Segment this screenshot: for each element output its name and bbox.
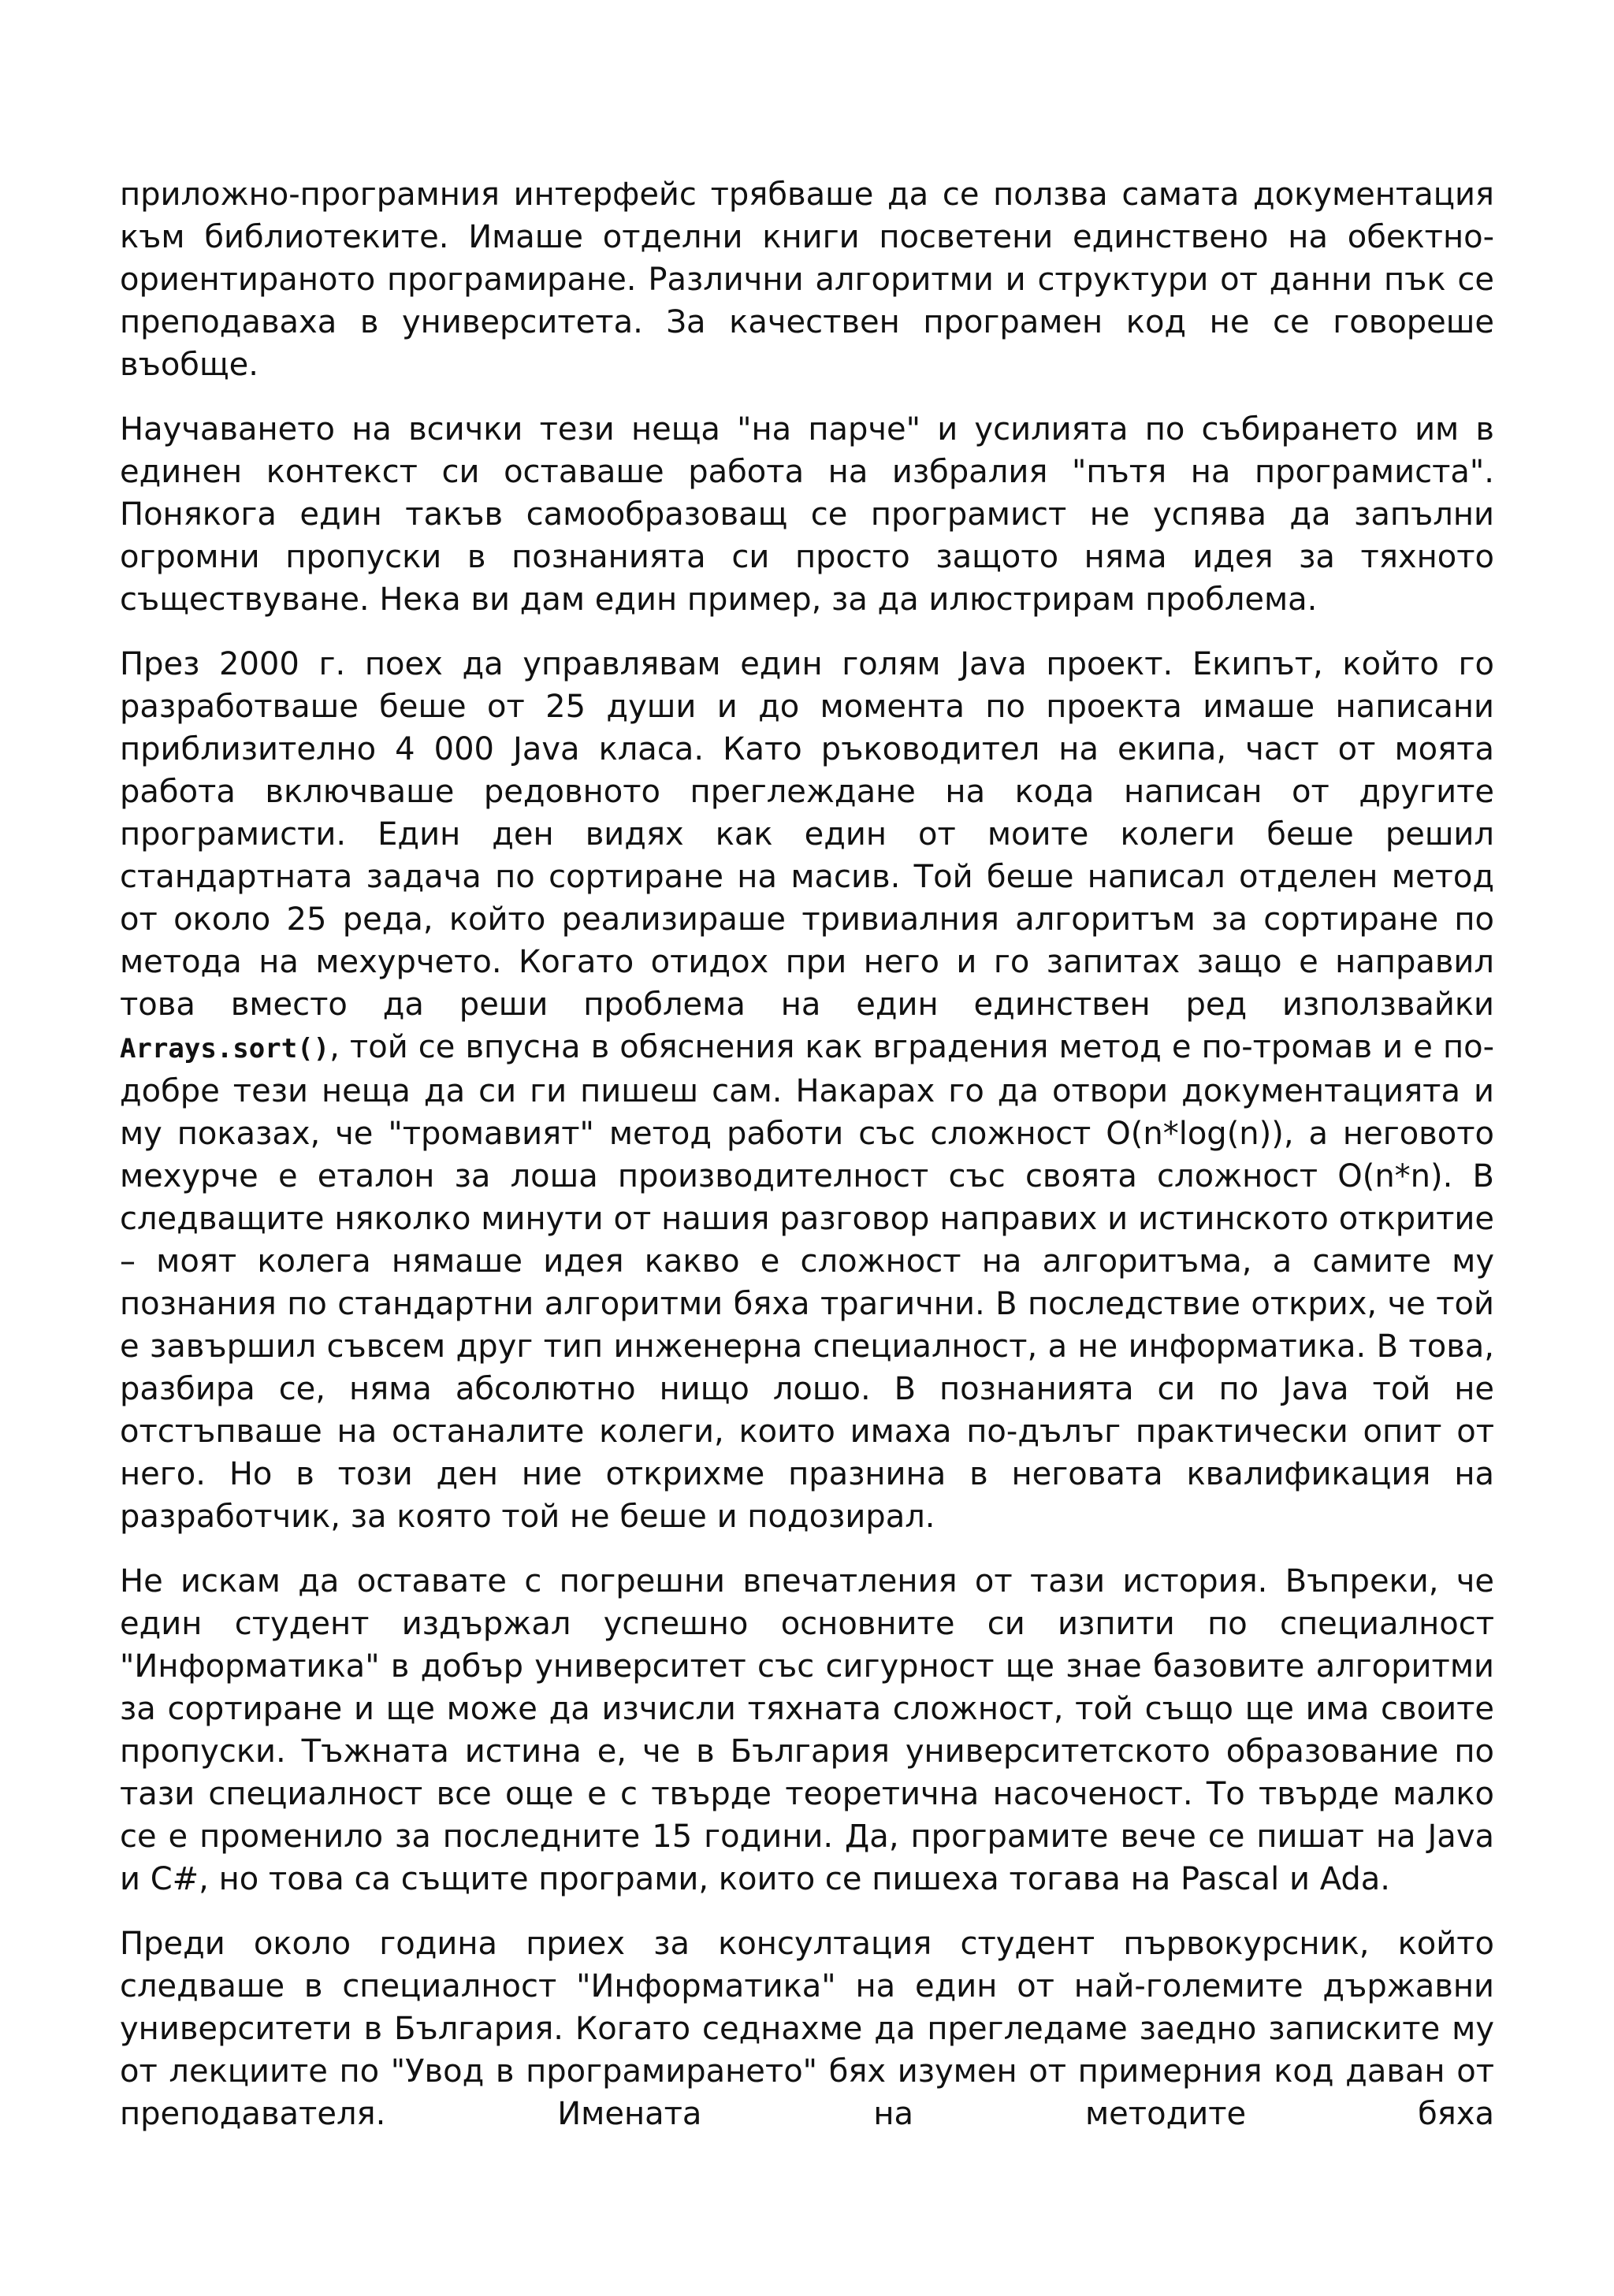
paragraph-3-text-before: През 2000 г. поех да управлявам един голям Java проект. Екипът, който го разработваше беше от 25 души и до момента по проекта имаше написани приблизително 4 000 Java класа. Като ръководител на екипа, част от моята работа включваше редовното преглеждане на кода написан от другите програмисти. Един ден видях как един от моите колеги беше решил стандартната задача по сортиране на масив. Той беше написал отделен метод от около 25 реда, който реализираше тривиалния алгоритъм за сортиране по метода на мехурчето. Когато отидох при него и го запитах защо е направил това вместо да реши проблема на един единствен ред използвайки	[120, 646, 1494, 1023]
paragraph-4-text: Не искам да оставате с погрешни впечатления от тази история. Въпреки, че един студент издържал успешно основните си изпити по специалност "Информатика" в добър университет със сигурност ще знае базовите алгоритми за сортиране и ще може да изчисли тяхната сложност, той също ще има своите пропуски. Тъжната истина е, че в България университетското образование по тази специалност все още е с твърде теоретична насоченост. То твърде малко се е променило за последните 15 години. Да, програмите вече се пишат на Java и C#, но това са същите програми, които се пишеха тогава на Pascal и Ada.	[120, 1563, 1494, 1897]
paragraph-1-text: приложно-програмния интерфейс трябваше да се ползва самата документация към библиотеките. Имаше отделни книги посветени единствено на обектно-ориентираното програмиране. Различни алгоритми и структури от данни пък се преподаваха в университета. За качествен програмен код не се говореше въобще.	[120, 176, 1494, 383]
inline-code-arrays-sort: Arrays.sort()	[120, 1033, 330, 1064]
paragraph-5	[120, 1923, 1494, 2135]
document-page	[120, 173, 1494, 2157]
paragraph-2	[120, 408, 1494, 621]
paragraph-2-text: Научаването на всички тези неща "на парче" и усилията по събирането им в единен контекст си оставаше работа на избралия "пътя на програмиста". Понякога един такъв самообразоващ се програмист не успява да запълни огромни пропуски в познанията си просто защото няма идея за тяхното съществуване. Нека ви дам един пример, за да илюстрирам проблема.	[120, 411, 1494, 618]
paragraph-1	[120, 173, 1494, 386]
paragraph-3	[120, 643, 1494, 1538]
paragraph-5-text: Преди около година приех за консултация студент първокурсник, който следваше в специалност "Информатика" на един от най-големите държавни университети в България. Когато седнахме да прегледаме заедно записките му от лекциите по "Увод в програмирането" бях изумен от примерния код даван от преподавателя. Имената на методите бяха	[120, 1926, 1494, 2132]
paragraph-4	[120, 1560, 1494, 1900]
paragraph-3-text-after: , той се впусна в обяснения как вградения метод е по-тромав и е по-добре тези неща да си ги пишеш сам. Накарах го да отвори документацията и му показах, че "тромавият" метод работи със сложност O(n*log(n)), а неговото мехурче е еталон за лоша производителност със своята сложност O(n*n). В следващите няколко минути от нашия разговор направих и истинското откритие – моят колега нямаше идея какво е сложност на алгоритъма, а самите му познания по стандартни алгоритми бяха трагични. В последствие открих, че той е завършил съвсем друг тип инженерна специалност, а не информатика. В това, разбира се, няма абсолютно нищо лошо. В познанията си по Java той не отстъпваше на останалите колеги, които имаха по-дълъг практически опит от него. Но в този ден ние открихме празнина в неговата квалификация на разработчик, за която той не беше и подозирал.	[120, 1029, 1494, 1535]
